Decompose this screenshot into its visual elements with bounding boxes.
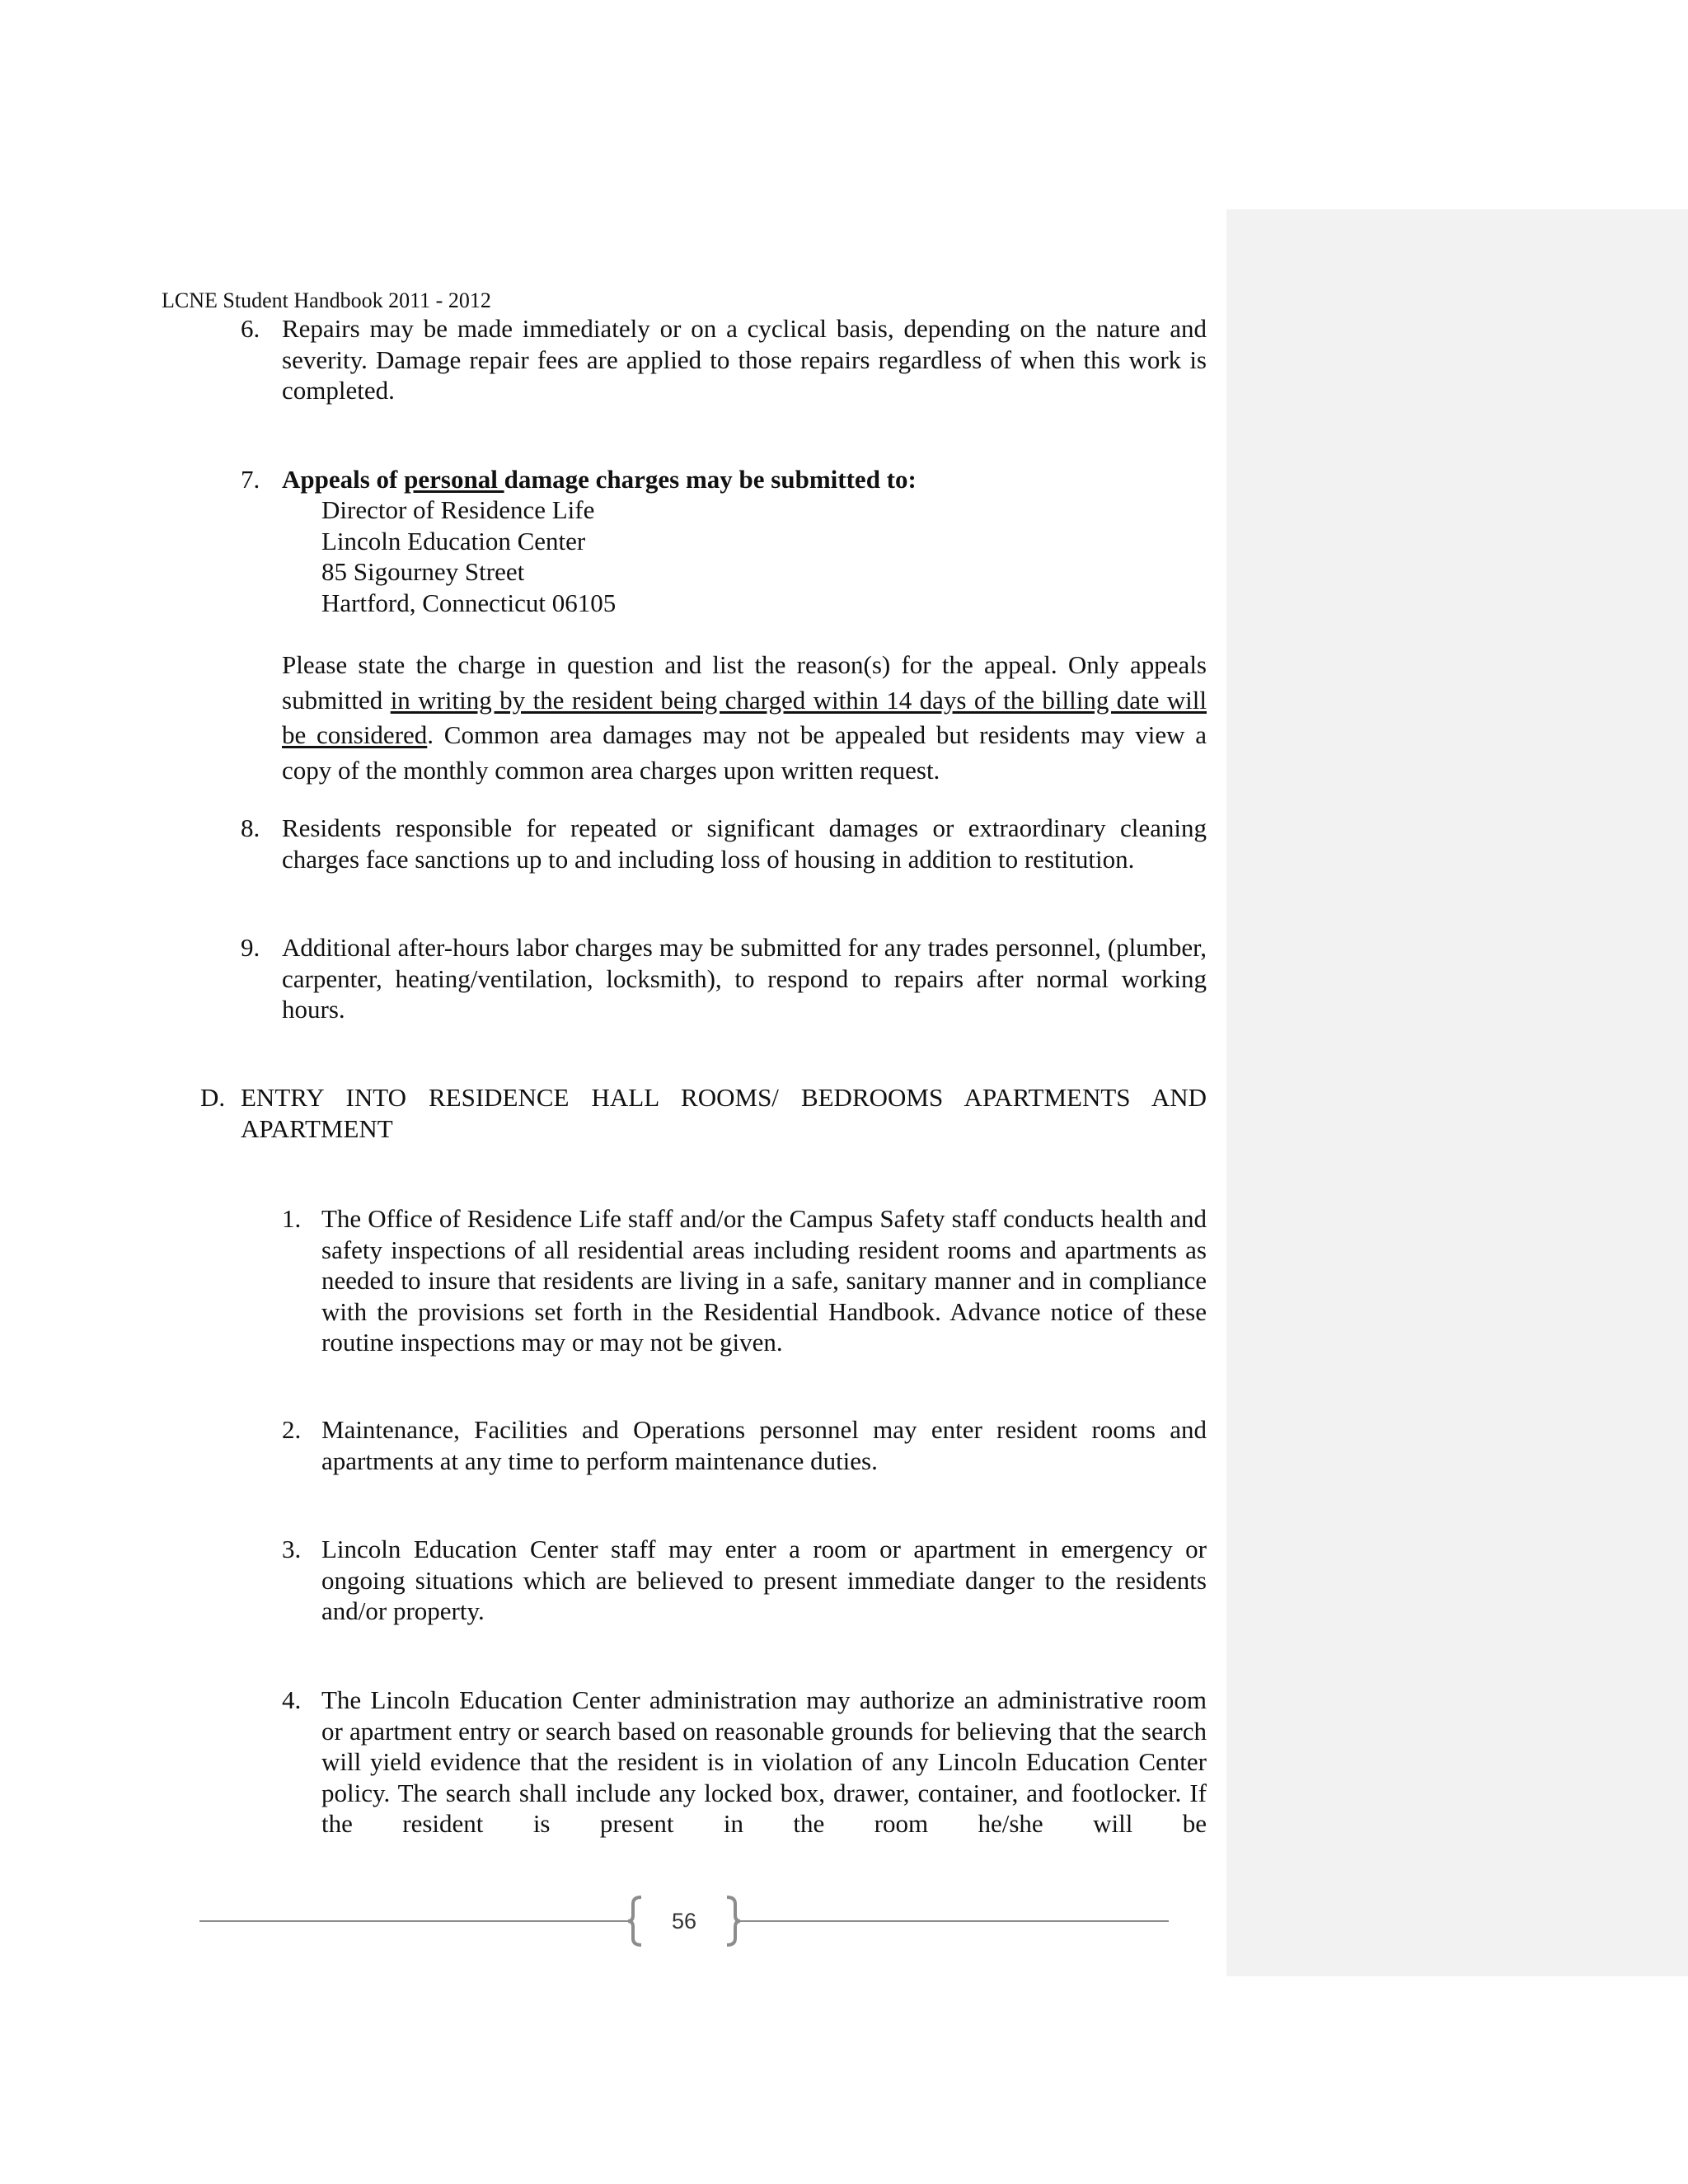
- address-line-2: Lincoln Education Center: [321, 527, 586, 555]
- item-7-number: 7.: [241, 465, 260, 494]
- item-7-appeal-note: [282, 648, 1207, 788]
- d-item-2-number: 2.: [282, 1415, 302, 1444]
- section-d-letter: D.: [200, 1083, 226, 1112]
- d-item-3-text: Lincoln Education Center staff may enter a room or apartment in emergency or ongoing situations which are believed to present immediate danger to the residents and/or property.: [321, 1535, 1207, 1625]
- item-7-heading-underlined: personal: [404, 465, 504, 494]
- d-item-3-number: 3.: [282, 1535, 302, 1563]
- d-item-4-number: 4.: [282, 1685, 302, 1714]
- item-9-number: 9.: [241, 933, 260, 962]
- section-d-title: ENTRY INTO RESIDENCE HALL ROOMS/ BEDROOMS APARTMENTS AND APARTMENT: [241, 1083, 1207, 1143]
- footer-rule-right: [740, 1920, 1169, 1922]
- d-item-2-text: Maintenance, Facilities and Operations personnel may enter resident rooms and apartments at any time to perform maintenance duties.: [321, 1415, 1207, 1475]
- item-6-number: 6.: [241, 314, 260, 343]
- address-line-1: Director of Residence Life: [321, 495, 595, 524]
- item-9-text: Additional after-hours labor charges may be submitted for any trades personnel, (plumber, carpenter, heating/ventilation, locksmith), to respond to repairs after normal working hours.: [282, 933, 1207, 1024]
- appeal-note-end: . Common area damages may not be appealed but residents may view a copy of the monthly common area charges upon written request.: [282, 720, 1207, 785]
- item-7-heading-start: Appeals of: [282, 465, 405, 494]
- running-header: LCNE Student Handbook 2011 - 2012: [162, 288, 491, 312]
- item-7-heading-end: damage charges may be submitted to:: [504, 465, 917, 494]
- appeal-note-underlined: in writing by the resident being charged within 14 days of the billing date will be considered: [282, 685, 1207, 749]
- comment-margin-pane: [1226, 209, 1688, 1976]
- page-number: 56: [671, 1909, 697, 1933]
- address-line-4: Hartford, Connecticut 06105: [321, 588, 617, 617]
- address-line-3: 85 Sigourney Street: [321, 557, 525, 586]
- footer-rule-left: [199, 1920, 628, 1922]
- appeal-note-start: Please state the charge in question and list the reason(s) for the appeal. Only appeals submitted: [282, 650, 1207, 715]
- d-item-4-text: The Lincoln Education Center administration may authorize an administrative room or apartment entry or search based on reasonable grounds for believing that the search will yield evidence that the resident is in violation of any Lincoln Education Center policy. The search shall include any locked box, drawer, container, and footlocker. If the resident is present in the room he/she will be: [321, 1685, 1207, 1838]
- d-item-1-text: The Office of Residence Life staff and/or the Campus Safety staff conducts health and safety inspections of all residential areas including resident rooms and apartments as needed to insure that residents are living in a safe, sanitary manner and in compliance with the provisions set forth in the Residential Handbook. Advance notice of these routine inspections may or may not be given.: [321, 1204, 1207, 1357]
- item-7-heading: [282, 464, 917, 495]
- d-item-1-number: 1.: [282, 1204, 302, 1233]
- item-8-number: 8.: [241, 813, 260, 842]
- item-6-text: Repairs may be made immediately or on a cyclical basis, depending on the nature and severity. Damage repair fees are applied to those repairs regardless of when this work is completed.: [282, 314, 1207, 405]
- item-8-text: Residents responsible for repeated or significant damages or extraordinary cleaning charges face sanctions up to and including loss of housing in addition to restitution.: [282, 813, 1207, 874]
